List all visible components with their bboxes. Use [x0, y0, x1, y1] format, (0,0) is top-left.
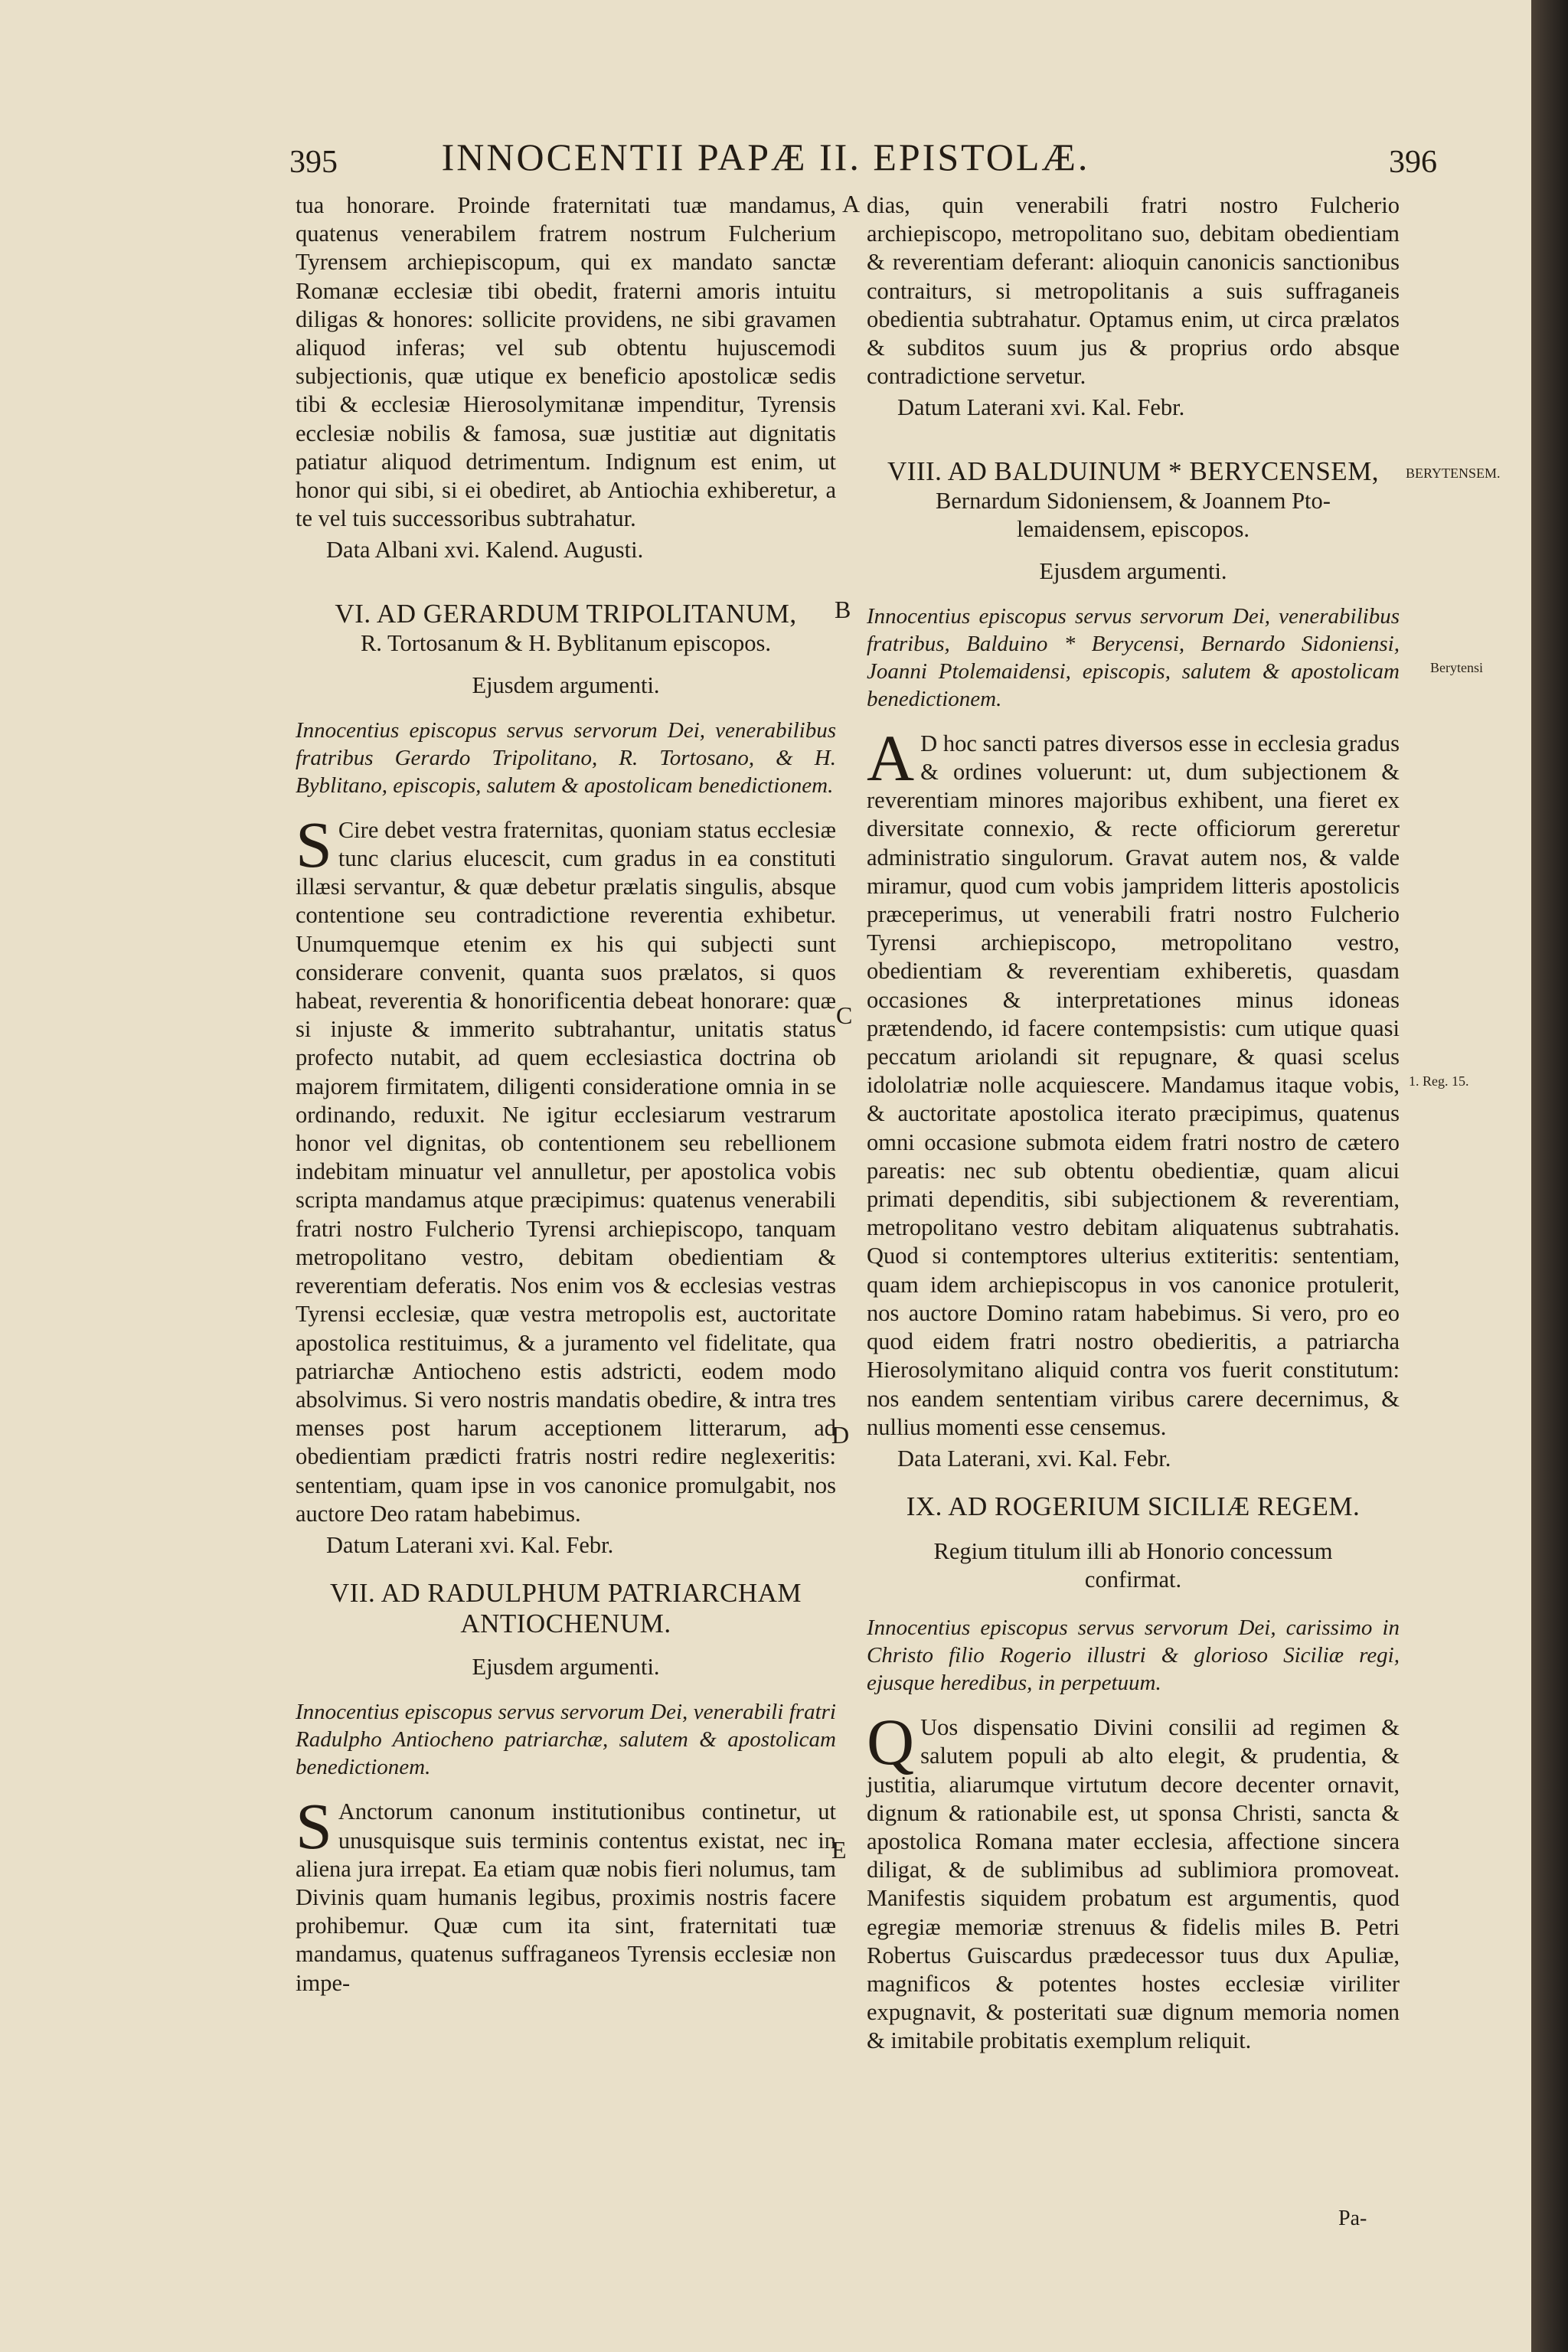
continuation-text: dias, quin venerabili fratri nostro Fulcherio archiepiscopo, metropolitano suo, debitam obedientiam & reverentiam deferant: alioquin canonicis sanctionibus contraiturs, si metropolitanis a suis suffraganeis obedientia subtrahatur. Optamus enim, ut circa prælatos & subditos suum jus & proprius ordo absque contradictione servetur. [867, 192, 1400, 390]
page-number-right: 396 [1389, 145, 1437, 180]
letter-7-text: Anctorum canonum institutionibus continetur, ut unusquisque suis terminis contentus existat, nec in aliena jura irrepat. Ea etiam quæ nobis fieri nolumus, tam Divinis quam humanis legibus, proximis nostris facere prohibemur. Quæ cum ita sint, fraternitati tuæ mandamus, quatenus suffraganeos Tyrensis ecclesiæ non impe- [296, 1798, 836, 1996]
running-title: INNOCENTII PAPÆ II. EPISTOLÆ. [441, 136, 1090, 178]
book-edge-shadow [1531, 0, 1568, 2352]
letter-6-salutation: Innocentius episcopus servus servorum Dei, venerabilibus fratribus Gerardo Tripolitano, R. Tortosano, & H. Byblitano, episcopis, salutem & apostolicam benedictionem. [296, 717, 836, 798]
letter-8-subtitle-line2: lemaidensem, episcopos. [1016, 515, 1250, 542]
letter-7-initial: S [296, 1789, 332, 1864]
margin-letter-e: E [831, 1836, 847, 1864]
letter-9-argument-line2: confirmat. [1084, 1566, 1182, 1593]
letter-8-initial: A [867, 720, 915, 795]
page-number-left: 395 [289, 145, 338, 180]
letter-7-body [296, 1789, 836, 1997]
margin-note-reg: 1. Reg. 15. [1409, 1073, 1469, 1089]
continuation-date: Datum Laterani xvi. Kal. Febr. [897, 394, 1185, 421]
letter-6-argument: Ejusdem argumenti. [472, 671, 660, 698]
letter-8-body [867, 720, 1400, 1442]
letter-8-date: Data Laterani, xvi. Kal. Febr. [897, 1445, 1171, 1472]
letter-6-title: VI. AD GERARDUM TRIPOLITANUM, [335, 598, 797, 629]
letter-7-title-line2: ANTIOCHENUM. [460, 1609, 671, 1639]
letter-8-text: D hoc sancti patres diversos esse in ecclesia gradus & ordines voluerunt: ut, dum subjectionem & reverentiam minores majoribus exhibent, una fieret ex diversitate connexio, & recte officiorum gereretur administratio singulorum. Gravat autem nos, & valde miramur, quod cum vobis jampridem litteris apostolicis præceperimus, ut venerabili fratri nostro Fulcherio Tyrensi archiepiscopo, metropolitano vestro, obedientiam & reverentiam exhiberetis, quasdam occasiones & interpretationes minus idoneas prætendendo, id facere contempsistis: cum utique quasi peccatum ariolandi sit repugnare, & quasi scelus idololatriæ nolle acquiescere. Mandamus itaque vobis, & auctoritate apostolica iterato præcipimus, quatenus omni occasione submota eidem fratri nostro de cætero pareatis: nec sub obtentu obedientiæ, quam alicui primati dependitis, sibi subjectionem & reverentiam, metropolitano vestro debitam aliquatenus subtrahatis. Quod si contemptores ulterius extiteritis: sententiam, quam idem archiepiscopus in vos canonice protulerit, nos auctore Domino ratam habebimus. Si vero, pro eo quod eidem fratri nostro obedieritis, a patriarcha Hierosolymitano aliquid contra vos fuerit constitutum: nos eandem sententiam viribus carere decernimus, & nullius momenti esse censemus. [867, 730, 1400, 1440]
letter-9-argument-line1: Regium titulum illi ab Honorio concessum [933, 1538, 1333, 1565]
left-column [296, 191, 836, 1998]
letter-6-initial: S [296, 807, 332, 881]
intro-text: tua honorare. Proinde fraternitati tuæ mandamus, quatenus venerabilem fratrem nostrum Fulcherium Tyrensem archiepiscopum, qui ex mandato sanctæ Romanæ ecclesiæ tibi obedit, fraterni amoris intuitu diligas & honores: sollicite providens, ne sibi gravamen aliquod inferas; vel sub obtentu hujuscemodi subjectionis, quæ utique ex beneficio apostolicæ sedis tibi & ecclesiæ Hierosolymitanæ impenditur, Tyrensis ecclesiæ nobilis & famosa, suæ justitiæ aut dignitatis patiatur aliquod detrimentum. Indignum est enim, ut honor qui sibi, si ei obediret, ab Antiochia exhiberetur, a te vel tuis successoribus subtrahatur. [296, 192, 836, 532]
letter-7-salutation: Innocentius episcopus servus servorum Dei, venerabili fratri Radulpho Antiocheno patriarchæ, salutem & apostolicam benedictionem. [296, 1700, 836, 1780]
letter-9-title: IX. AD ROGERIUM SICILIÆ REGEM. [906, 1491, 1361, 1522]
letter-6-date: Datum Laterani xvi. Kal. Febr. [326, 1531, 614, 1558]
letter-9-body [867, 1705, 1400, 2055]
letter-9-salutation: Innocentius episcopus servus servorum Dei, carissimo in Christo filio Rogerio illustri & glorioso Siciliæ regi, ejusque heredibus, in perpetuum. [867, 1615, 1400, 1696]
letter-6-body [296, 807, 836, 1528]
catchword: Pa- [1338, 2207, 1367, 2230]
right-column [867, 191, 1400, 2056]
letter-9-initial: Q [867, 1705, 915, 1779]
letter-8-salutation: Innocentius episcopus servus servorum Dei, venerabilibus fratribus, Balduino * Berycensi, Bernardo Sidoniensi, Joanni Ptolemaidensi, episcopis, salutem & apostolicam benedictionem. [867, 603, 1400, 711]
letter-7-title-line1: VII. AD RADULPHUM PATRIARCHAM [329, 1578, 802, 1609]
letter-7-argument: Ejusdem argumenti. [472, 1654, 660, 1681]
letter-6-subtitle: R. Tortosanum & H. Byblitanum episcopos. [360, 629, 772, 656]
letter-8-subtitle-line1: Bernardum Sidoniensem, & Joannem Pto- [936, 487, 1331, 514]
margin-note-berytensi: Berytensi [1430, 660, 1483, 675]
margin-letter-b: B [835, 596, 851, 623]
intro-date: Data Albani xvi. Kalend. Augusti. [326, 537, 644, 564]
letter-8-title: VIII. AD BALDUINUM * BERYCENSEM, [887, 456, 1380, 486]
letter-9-text: Uos dispensatio Divini consilii ad regimen & salutem populi ab alto elegit, & prudentia, & justitia, aliarumque virtutum decore decenter ornavit, dignum & rationabile est, ut sponsa Christi, sancta & apostolica Romana mater ecclesia, affectione sincera diligat, & de sublimibus ad sublimiora promoveat. Manifestis siquidem probatum est argumentis, quod egregiæ memoriæ strenuus & fidelis miles B. Petri Robertus Guiscardus prædecessor tuus dux Apuliæ, magnificos & potentes hostes ecclesiæ viriliter expugnavit, & posteritati suæ dignum memoria nomen & imitabile probitatis exemplum reliquit. [867, 1714, 1400, 2054]
margin-note-berytensem: BERYTENSEM. [1406, 466, 1501, 481]
margin-letter-d: D [831, 1421, 850, 1449]
letter-6-text: Cire debet vestra fraternitas, quoniam status ecclesiæ tunc clarius elucescit, cum gradus in ea constituti illæsi servantur, & quæ debetur prælatis singulis, absque contentione seu contradictione reverentia exhibetur. Unumquemque etenim ex his qui subjecti sunt considerare convenit, quanta suos prælatos, si quos habeat, reverentia & honorificentia debeat honorare: quæ si injuste & immerito subtrahantur, unitatis status profecto nutabit, ad quem ecclesiastica doctrina ob majorem firmitatem, diligenti consideratione omnia in se ordinando, reduxit. Ne igitur ecclesiarum vestrarum honor vel dignitas, ob contentionem seu rebellionem indebitam minuatur vel annulletur, per apostolica vobis scripta mandamus atque præcipimus: quatenus venerabili fratri nostro Fulcherio Tyrensi archiepiscopo, tanquam metropolitano vestro, debitam obedientiam & reverentiam deferatis. Nos enim vos & ecclesias vestras Tyrensi ecclesiæ, quæ vestra metropolis est, auctoritate apostolica restituimus, & a juramento vel fidelitate, qua patriarchæ Antiocheno estis adstricti, eodem modo absolvimus. Si vero nostris mandatis obedire, & intra tres menses post harum acceptionem litterarum, ad obedientiam prædicti fratris nostri redire neglexeritis: sententiam, quam ipse in vos canonice promulgabit, nos auctore Deo ratam habebimus. [296, 816, 836, 1527]
margin-letter-a: A [842, 190, 861, 217]
letter-8-argument: Ejusdem argumenti. [1039, 557, 1227, 584]
page-header [0, 135, 1531, 188]
margin-letter-c: C [836, 1001, 853, 1029]
